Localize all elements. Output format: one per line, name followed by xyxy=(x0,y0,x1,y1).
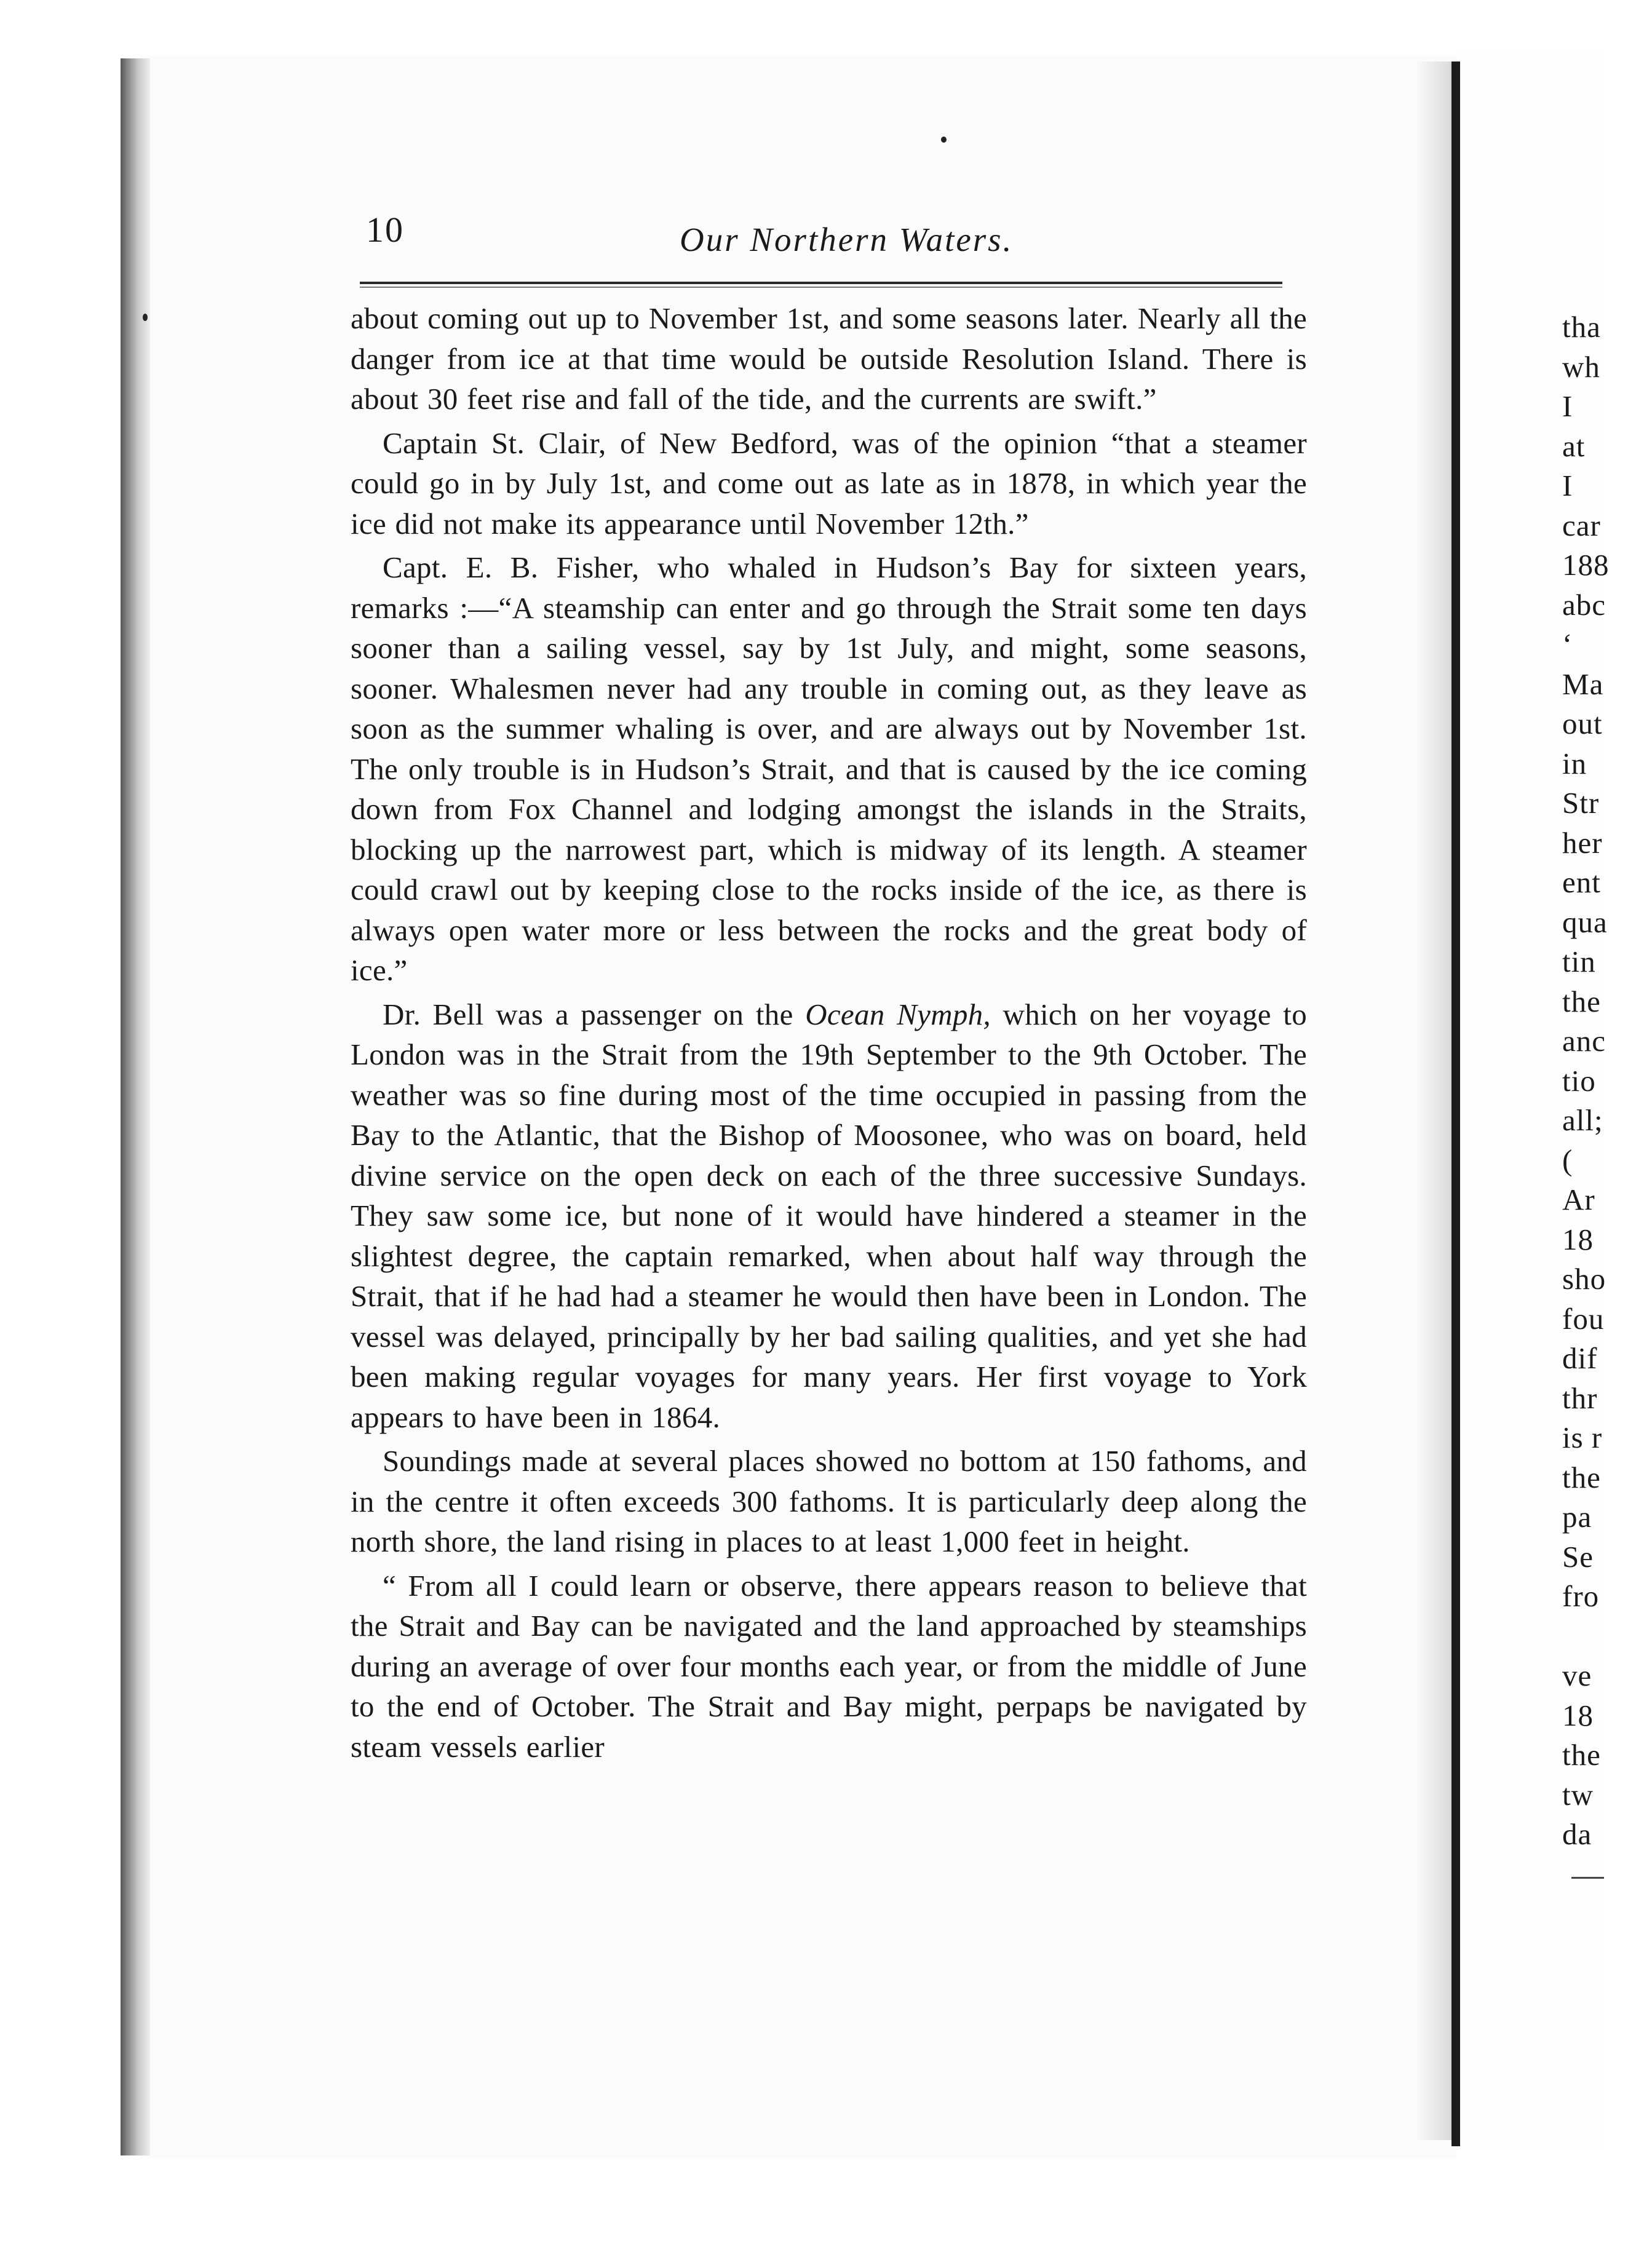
paragraph-5: Soundings made at several places showed no bottom at 150 fathoms, and in the centre it often exceeds 300 fathoms. It is particularly deep along the north shore, the land rising in places to at least 1,000 feet in height. xyxy=(351,1444,1307,1558)
facing-page-line: in xyxy=(1562,746,1587,780)
paragraph-4-start: Dr. Bell was a passenger on the xyxy=(383,997,806,1031)
facing-page-line: da xyxy=(1562,1817,1592,1851)
page-header xyxy=(366,209,1282,264)
paragraph-4 xyxy=(351,994,1307,1438)
paragraph-1: about coming out up to November 1st, and some seasons later. Nearly all the danger from ice at that time would be outside Resolution Island. There is about 30 feet rise and fall of the tide, and the currents are swift.” xyxy=(351,301,1307,416)
facing-page-line: tin xyxy=(1562,945,1596,978)
facing-page-line: her xyxy=(1562,825,1603,860)
binding-fold xyxy=(1451,61,1460,2146)
facing-page-rule xyxy=(1571,1877,1604,1879)
facing-page-line: I xyxy=(1562,389,1573,423)
facing-page-line: 188 xyxy=(1562,548,1610,582)
facing-page-line: car xyxy=(1562,508,1601,542)
header-rule-secondary xyxy=(360,287,1282,288)
paragraph-6: “ From all I could learn or observe, there appears reason to believe that the Strait and Bay can be navigated and the land approached by steamships during an average of over four months each year, or from the middle of June to the end of October. The Strait and Bay might, perpaps be navigated by steam vessels earlier xyxy=(351,1568,1307,1764)
facing-page-line: Str xyxy=(1562,786,1600,820)
facing-page-line xyxy=(1562,1617,1636,1657)
facing-page-line: wh xyxy=(1562,349,1600,384)
facing-page-line: ent xyxy=(1562,865,1601,899)
facing-page-line: qua xyxy=(1562,905,1608,939)
facing-page-line: tha xyxy=(1562,310,1601,344)
facing-page-line: the xyxy=(1562,1460,1601,1494)
facing-page-line: Se xyxy=(1562,1539,1594,1574)
page-number: 10 xyxy=(366,210,404,250)
paragraph-3: Capt. E. B. Fisher, who whaled in Hudson’s Bay for sixteen years, remarks :—“A steamship can enter and go through the Strait some ten days sooner than a sailing vessel, say by 1st July, and might, some seasons, sooner. Whalesmen never had any trouble in coming out, as they leave as soon as the summer whaling is over, and are always out by November 1st. The only trouble is in Hudson’s Strait, and that is caused by the ice coming down from Fox Channel and lodging amongst the islands in the Straits, blocking up the narrowest part, which is midway of its length. A steamer could crawl out by keeping close to the rocks inside of the ice, as there is always open water more or less between the rocks and the great body of ice.” xyxy=(351,550,1307,987)
facing-page-line: the xyxy=(1562,1738,1601,1772)
facing-page-line: out xyxy=(1562,707,1603,740)
facing-page-line: thr xyxy=(1562,1381,1598,1415)
facing-page-line: the xyxy=(1562,984,1601,1018)
facing-page-line: 18 xyxy=(1562,1698,1594,1732)
facing-page-line: tio xyxy=(1562,1063,1596,1098)
paragraph-2: Captain St. Clair, of New Bedford, was of the opinion “that a steamer could go in by July 1st, and come out as late as in 1878, in which year the ice did not make its appearance until November 12th.” xyxy=(351,426,1307,541)
facing-page-line: fro xyxy=(1562,1579,1600,1613)
facing-page-line: sho xyxy=(1562,1262,1606,1296)
facing-page-line: fou xyxy=(1562,1301,1605,1336)
facing-page-line: pa xyxy=(1562,1500,1592,1534)
page-edge-shadow xyxy=(121,58,150,2155)
paragraph-4-end: which on her voyage to London was in the Strait from the 19th September to the 9th October. The weather was so fine during most of the time occupied in passing from the Bay to the Atlantic, that the Bishop of Moosonee, who was on board, held divine service on the open deck on each of the three successive Sundays. They saw some ice, but none of it would have hindered a steamer in the slightest degree, the captain remarked, when about half way through the Strait, that if he had had a steamer he would then have been in London. The vessel was delayed, principally by her bad sailing qualities, and yet she had been making regular voyages for many years. Her first voyage to York appears to have been in 1864. xyxy=(351,997,1307,1434)
facing-page-line: ‘ xyxy=(1562,627,1573,661)
scan-speck xyxy=(941,137,947,143)
facing-page-line: ( xyxy=(1562,1143,1573,1177)
facing-page-line: dif xyxy=(1562,1341,1598,1375)
facing-page-line: is r xyxy=(1562,1421,1603,1454)
facing-page-line: tw xyxy=(1562,1777,1594,1812)
running-title: Our Northern Waters. xyxy=(680,221,1014,258)
facing-page-line: 18 xyxy=(1562,1222,1594,1256)
facing-page-line: all; xyxy=(1562,1103,1603,1137)
facing-page-line: Ma xyxy=(1562,667,1604,701)
facing-page-line: anc xyxy=(1562,1024,1606,1058)
facing-page-line: abc xyxy=(1562,587,1606,622)
facing-page-text xyxy=(1562,307,1636,1855)
facing-page-line: ve xyxy=(1562,1659,1592,1692)
facing-page-line: I xyxy=(1562,469,1573,502)
scan-speck xyxy=(143,314,148,321)
header-rule xyxy=(360,282,1282,284)
body-text xyxy=(351,298,1307,1767)
ship-name: Ocean Nymph, xyxy=(805,997,991,1031)
facing-page-line: at xyxy=(1562,429,1586,463)
facing-page-line: Ar xyxy=(1562,1183,1595,1216)
